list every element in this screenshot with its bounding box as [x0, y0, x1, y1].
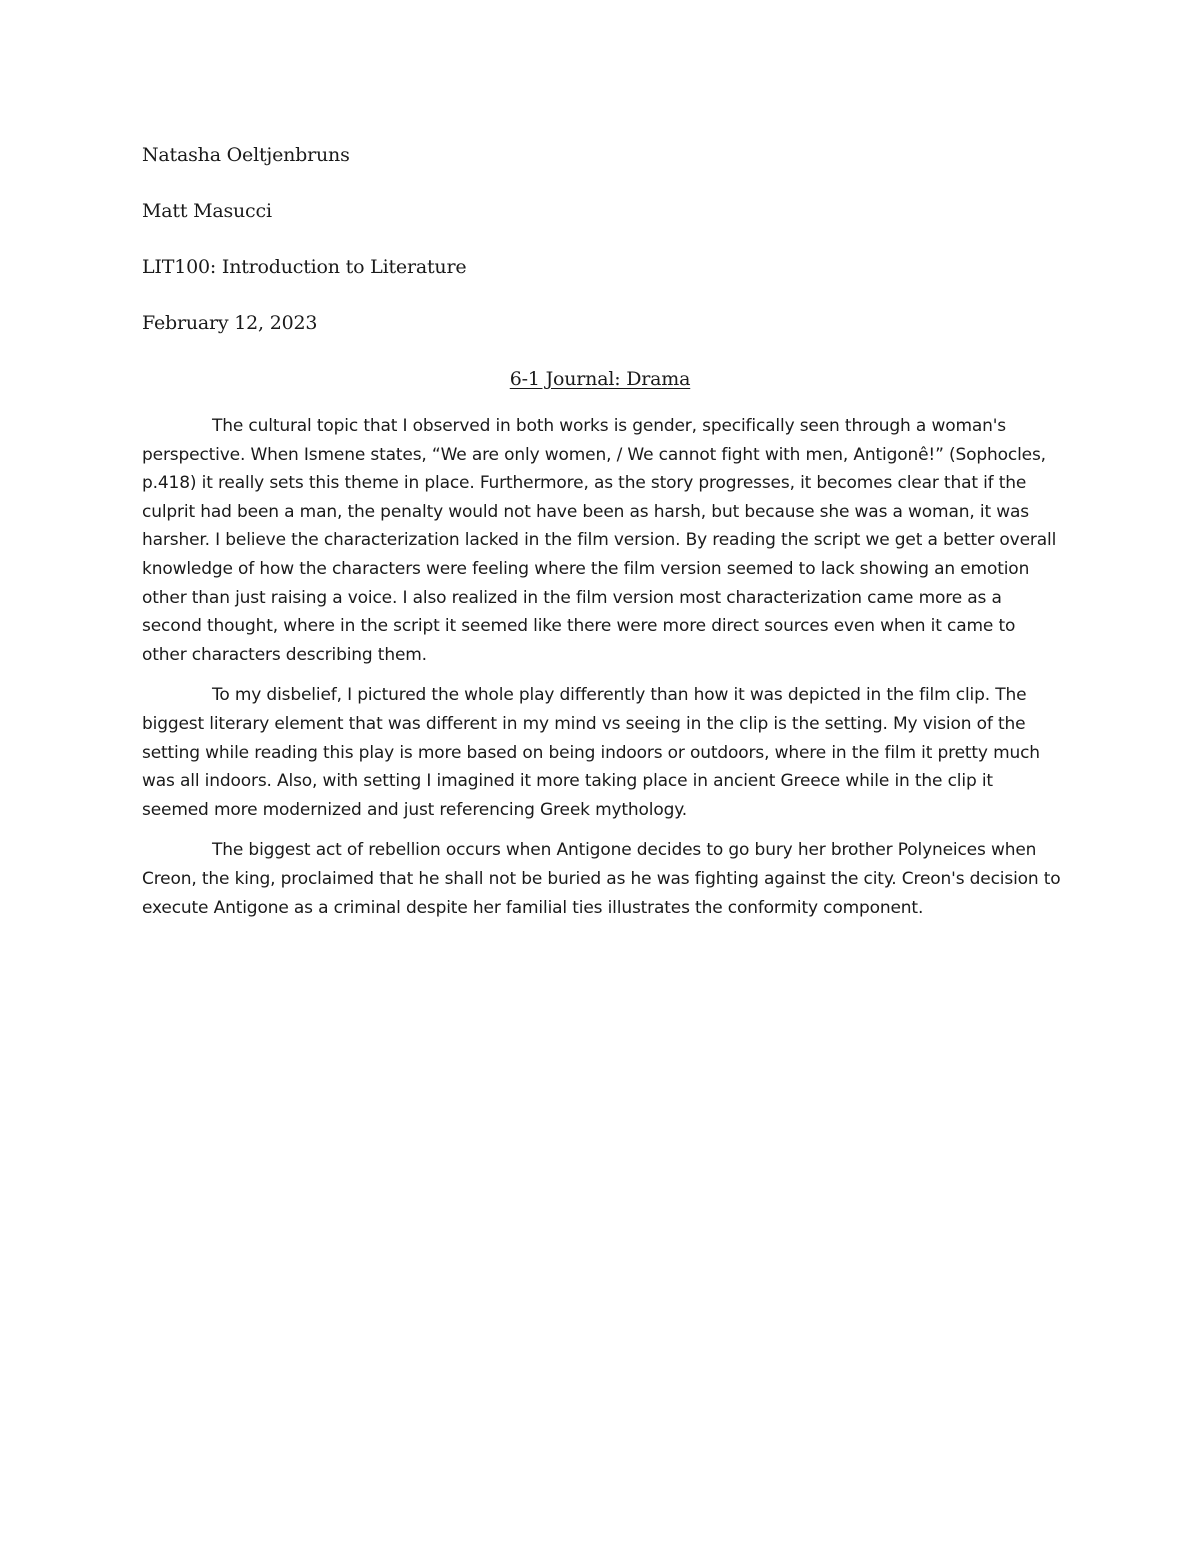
document-title: 6-1 Journal: Drama [509, 368, 691, 390]
paragraph: To my disbelief, I pictured the whole play differently than how it was depicted in the film clip. The biggest literary element that was different in my mind vs seeing in the clip is the setting. My vision of the setting while reading this play is more based on being indoors or outdoors, where in the film it pretty much was all indoors. Also, with setting I imagined it more taking place in ancient Greece while in the clip it seemed more modernized and just referencing Greek mythology. [142, 685, 1040, 820]
course-name: LIT100: Introduction to Literature [142, 256, 467, 278]
instructor-name: Matt Masucci [142, 200, 272, 222]
document-date: February 12, 2023 [142, 312, 318, 334]
author-name: Natasha Oeltjenbruns [142, 144, 350, 166]
paragraph: The biggest act of rebellion occurs when Antigone decides to go bury her brother Polyneices when Creon, the king, proclaimed that he shall not be buried as he was fighting against the city. Creon's decision to execute Antigone as a criminal despite her familial ties illustrates the conformity component. [142, 840, 1061, 918]
document-body [142, 412, 1062, 934]
paragraph: The cultural topic that I observed in both works is gender, specifically seen through a woman's perspective. When Ismene states, “We are only women, / We cannot fight with men, Antigonê!” (Sophocles, p.418) it really sets this theme in place. Furthermore, as the story progresses, it becomes clear that if the culprit had been a man, the penalty would not have been as harsh, but because she was a woman, it was harsher. I believe the characterization lacked in the film version. By reading the script we get a better overall knowledge of how the characters were feeling where the film version seemed to lack showing an emotion other than just raising a voice. I also realized in the film version most characterization came more as a second thought, where in the script it seemed like there were more direct sources even when it came to other characters describing them. [142, 416, 1057, 665]
